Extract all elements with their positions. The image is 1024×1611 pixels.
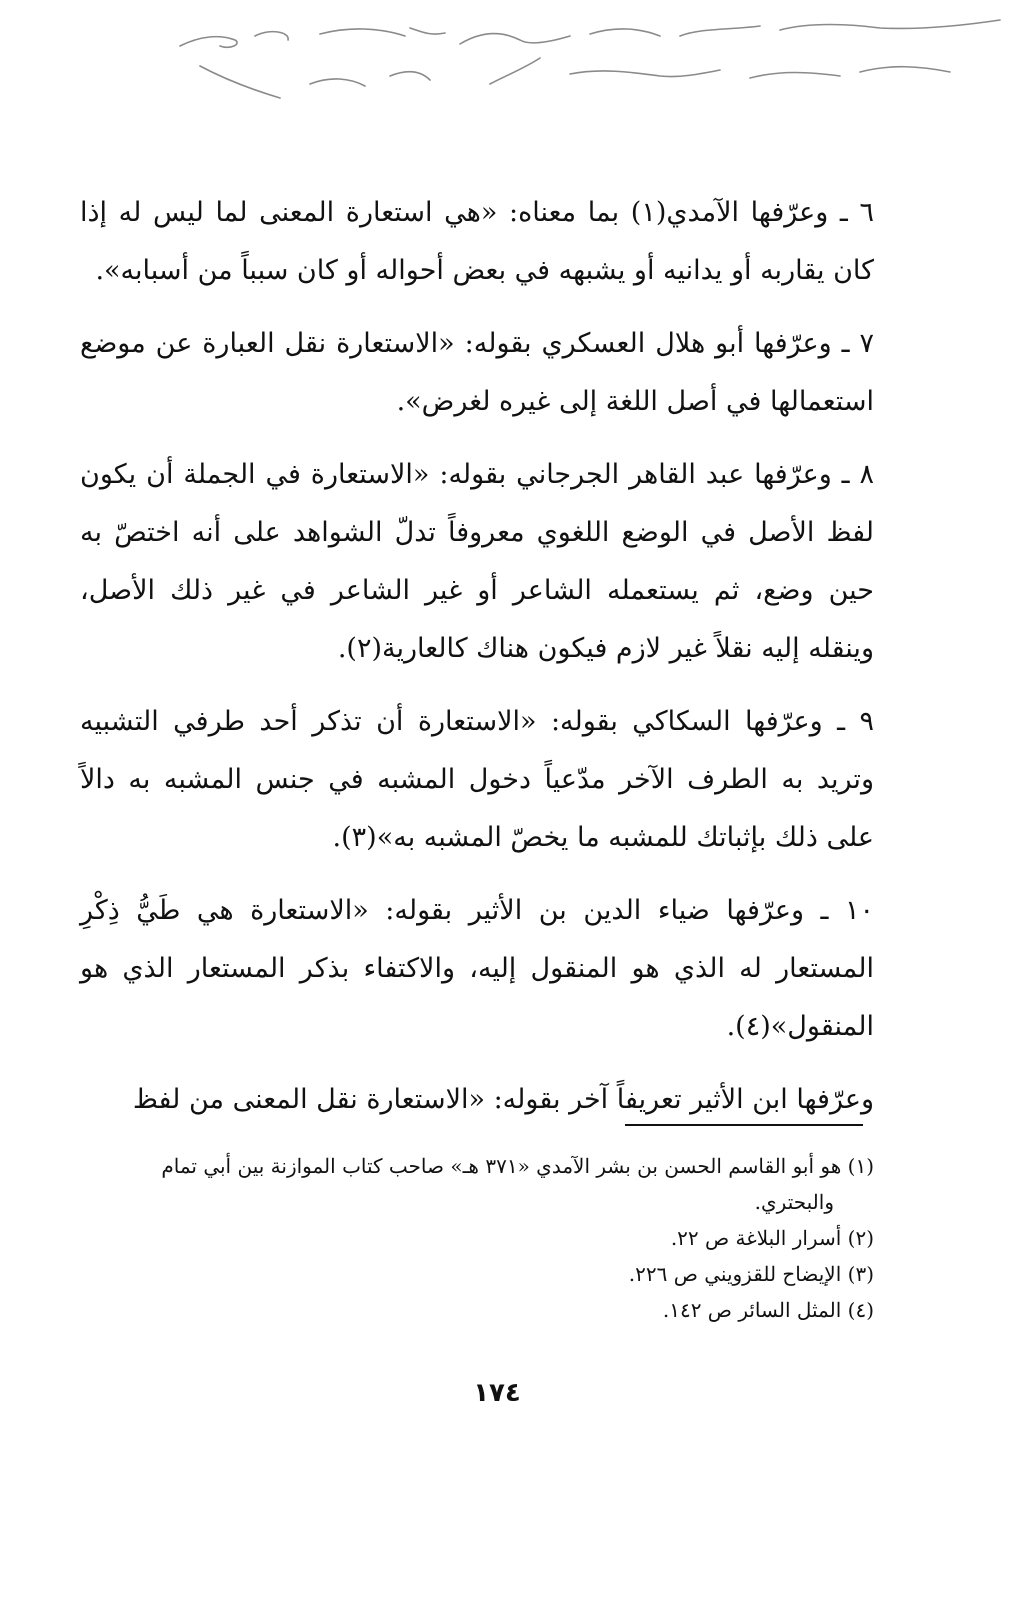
paragraph-10: ١٠ ـ وعرّفها ضياء الدين بن الأثير بقوله: «الاستعارة هي طَيُّ ذِكْرِ المستعار له الذي هو المنقول إليه، والاكتفاء بذكر المستعار الذي هو المنقول»(٤). [80,895,874,1042]
page-number: ١٧٤ [473,1378,521,1408]
paragraph-6: ٦ ـ وعرّفها الآمدي(١) بما معناه: «هي استعارة المعنى لما ليس له إذا كان يقاربه أو يدانيه أو يشبهه في بعض أحواله أو كان سبباً من أسبابه». [80,197,874,286]
paragraph-9: ٩ ـ وعرّفها السكاكي بقوله: «الاستعارة أن تذكر أحد طرفي التشبيه وتريد به الطرف الآخر مدّعياً دخول المشبه في جنس المشبه به دالاً على ذلك بإثباتك للمشبه ما يخصّ المشبه به»(٣). [80,706,874,853]
main-text [80,184,874,1144]
footnote-4: (٤) المثل السائر ص ١٤٢. [662,1298,874,1322]
handwritten-scribble [160,6,1020,116]
footnote-1 [80,1148,874,1220]
paragraph-ibn-athir: وعرّفها ابن الأثير تعريفاً آخر بقوله: «الاستعارة نقل المعنى من لفظ [132,1084,874,1115]
footnote-2: (٢) أسرار البلاغة ص ٢٢. [670,1226,874,1250]
footnote-1-continuation: والبحتري. [754,1190,834,1214]
paragraph-8: ٨ ـ وعرّفها عبد القاهر الجرجاني بقوله: «الاستعارة في الجملة أن يكون لفظ الأصل في الوضع اللغوي معروفاً تدلّ الشواهد على أنه اختصّ به حين وضع، ثم يستعمله الشاعر أو غير الشاعر في غير ذلك الأصل، وينقله إليه نقلاً غير لازم فيكون هناك كالعارية(٢). [80,459,874,664]
footnotes [80,1148,874,1328]
paragraph-7: ٧ ـ وعرّفها أبو هلال العسكري بقوله: «الاستعارة نقل العبارة عن موضع استعمالها في أصل اللغة إلى غيره لغرض». [80,328,874,417]
footnote-3: (٣) الإيضاح للقزويني ص ٢٢٦. [628,1262,874,1286]
footnote-divider [625,1124,863,1126]
footnote-1-text: (١) هو أبو القاسم الحسن بن بشر الآمدي «٣٧١ هـ» صاحب كتاب الموازنة بين أبي تمام [161,1154,874,1178]
